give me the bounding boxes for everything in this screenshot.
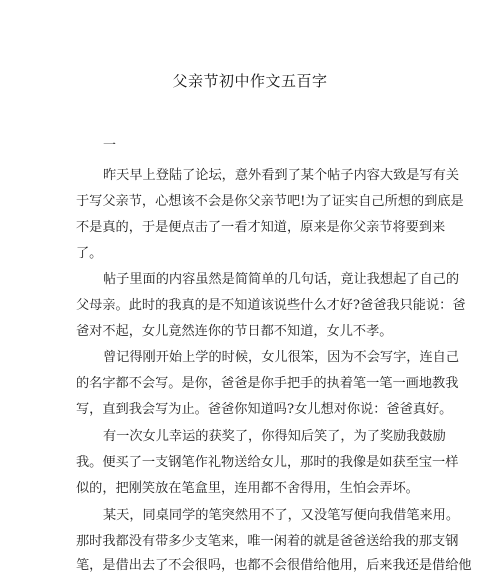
paragraph-line: 那时我都没有带多少支笔来，唯一闲着的就是爸爸送给我的那支钢 [76, 534, 459, 549]
paragraph-line: 笔，是借出去了不会很吗，也都不会很借给他用，后来我还是借给他 [76, 558, 472, 573]
page-title: 父亲节初中作文五百字 [172, 72, 328, 90]
paragraph-line: 爸对不起，女儿竟然连你的节日都不知道，女儿不孝。 [76, 324, 393, 339]
paragraph-line: 了。 [76, 246, 103, 261]
paragraph-line: 写，直到我会写为止。爸爸你知道吗?女儿想对你说：爸爸真好。 [76, 402, 453, 417]
paragraph-line: 于写父亲节，心想该不会是你父亲节吧!为了证实自己所想的到底是 [76, 194, 464, 209]
section-mark: 一 [103, 138, 117, 153]
paragraph-line: 帖子里面的内容虽然是简简单的几句话，竟让我想起了自己的 [103, 272, 460, 287]
paragraph-line: 昨天早上登陆了论坛，意外看到了某个帖子内容大致是写有关 [103, 168, 460, 183]
paragraph-line: 有一次女儿幸运的获奖了，你得知后笑了，为了奖励我鼓励 [103, 429, 446, 444]
paragraph-line: 父母亲。此时的我真的是不知道该说些什么才好?爸爸我只能说：爸 [76, 298, 466, 313]
paragraph-line: 某天，同桌同学的笔突然用不了，又没笔写便向我借笔来用。 [103, 508, 460, 523]
paragraph-line: 曾记得刚开始上学的时候，女儿很笨，因为不会写字，连自己 [103, 350, 460, 365]
paragraph-line: 的名字都不会写。是你，爸爸是你手把手的执着笔一笔一画地教我 [76, 376, 459, 391]
paragraph-line: 似的，把刚笑放在笔盒里，连用都不舍得用，生怕会弄坏。 [76, 481, 419, 496]
paragraph-line: 我。便买了一支钢笔作礼物送给女儿，那时的我像是如获至宝一样 [76, 455, 459, 470]
paragraph-line: 不是真的，于是便点击了一看才知道，原来是你父亲节将要到来 [76, 220, 446, 235]
